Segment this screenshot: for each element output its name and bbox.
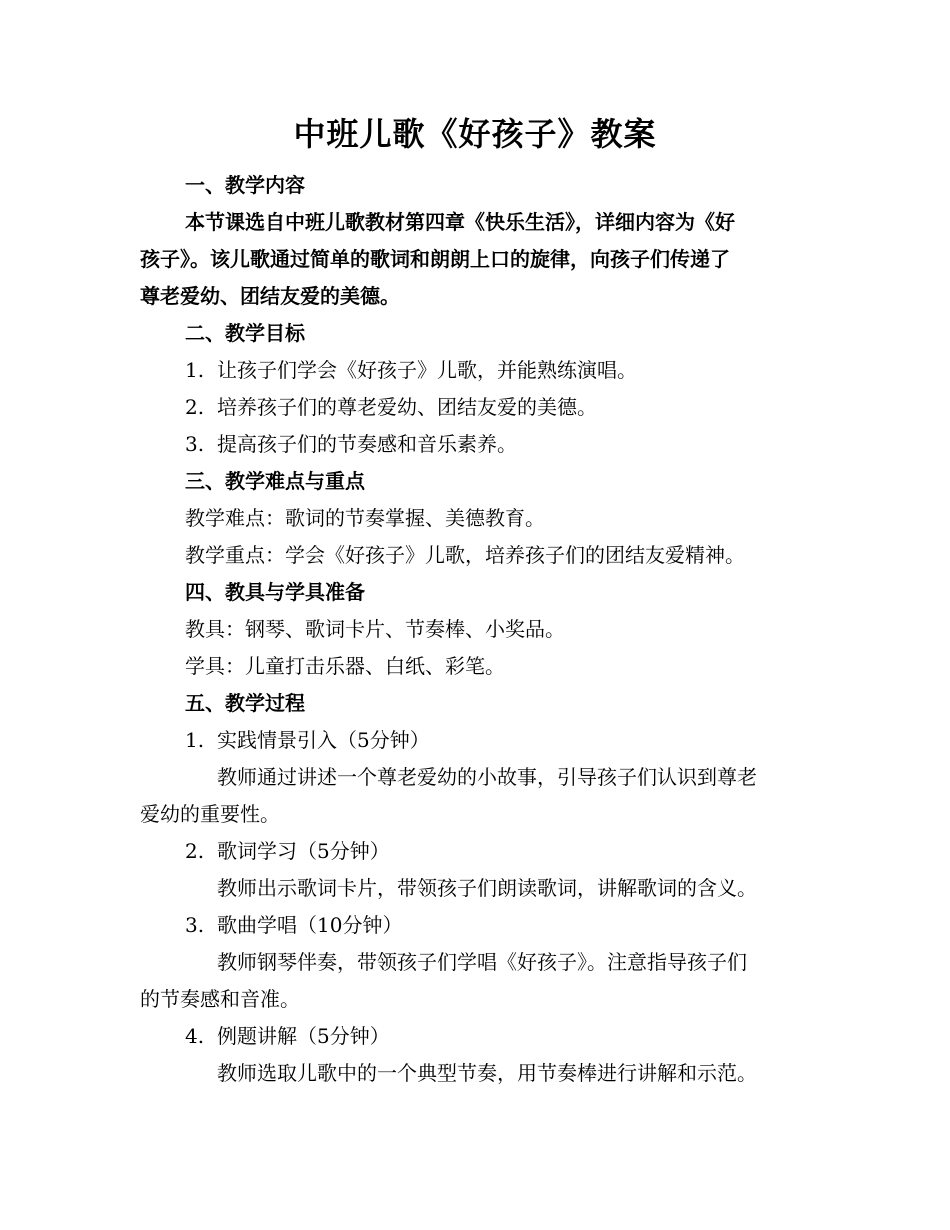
teaching-difficulty: 教学难点：歌词的节奏掌握、美德教育。	[185, 506, 545, 530]
list-number: 4.	[185, 1024, 205, 1048]
objective-text: 让孩子们学会《好孩子》儿歌，并能熟练演唱。	[217, 358, 637, 382]
process-step-desc-line: 爱幼的重要性。	[140, 802, 280, 826]
objective-item	[185, 429, 517, 459]
section-heading-content: 一、教学内容	[185, 173, 305, 197]
objective-item	[185, 355, 637, 385]
list-number: 3.	[185, 913, 205, 937]
step-title-text: 歌词学习（5分钟）	[217, 839, 390, 863]
list-number: 2.	[185, 395, 205, 419]
step-title-text: 例题讲解（5分钟）	[217, 1024, 390, 1048]
list-number: 1.	[185, 728, 205, 752]
content-paragraph-line-1: 本节课选自中班儿歌教材第四章《快乐生活》，详细内容为《好	[185, 210, 735, 234]
list-number: 3.	[185, 432, 205, 456]
section-heading-materials: 四、教具与学具准备	[185, 580, 365, 604]
learning-aids: 学具：儿童打击乐器、白纸、彩笔。	[185, 654, 505, 678]
process-step-desc-line: 的节奏感和音准。	[140, 987, 300, 1011]
teaching-aids: 教具：钢琴、歌词卡片、节奏棒、小奖品。	[185, 617, 565, 641]
section-heading-objectives: 二、教学目标	[185, 321, 305, 345]
process-step-title	[185, 836, 390, 866]
section-heading-difficulty-focus: 三、教学难点与重点	[185, 469, 365, 493]
list-number: 1.	[185, 358, 205, 382]
content-paragraph-line-3: 尊老爱幼、团结友爱的美德。	[140, 284, 400, 308]
step-title-text: 实践情景引入（5分钟）	[217, 728, 430, 752]
process-step-desc-line: 教师通过讲述一个尊老爱幼的小故事，引导孩子们认识到尊老	[217, 765, 757, 789]
list-number: 2.	[185, 839, 205, 863]
document-title: 中班儿歌《好孩子》教案	[293, 115, 657, 153]
process-step-desc-line: 教师出示歌词卡片，带领孩子们朗读歌词，讲解歌词的含义。	[217, 876, 757, 900]
objective-text: 提高孩子们的节奏感和音乐素养。	[217, 432, 517, 456]
content-paragraph-line-2: 孩子》。该儿歌通过简单的歌词和朗朗上口的旋律，向孩子们传递了	[140, 247, 730, 271]
process-step-desc-line: 教师钢琴伴奏，带领孩子们学唱《好孩子》。注意指导孩子们	[217, 950, 747, 974]
objective-item	[185, 392, 597, 422]
step-title-text: 歌曲学唱（10分钟）	[217, 913, 403, 937]
process-step-title	[185, 1021, 390, 1051]
process-step-desc-line: 教师选取儿歌中的一个典型节奏，用节奏棒进行讲解和示范。	[217, 1061, 757, 1085]
objective-text: 培养孩子们的尊老爱幼、团结友爱的美德。	[217, 395, 597, 419]
process-step-title	[185, 910, 402, 940]
teaching-focus: 教学重点：学会《好孩子》儿歌，培养孩子们的团结友爱精神。	[185, 543, 745, 567]
section-heading-process: 五、教学过程	[185, 691, 305, 715]
process-step-title	[185, 725, 430, 755]
